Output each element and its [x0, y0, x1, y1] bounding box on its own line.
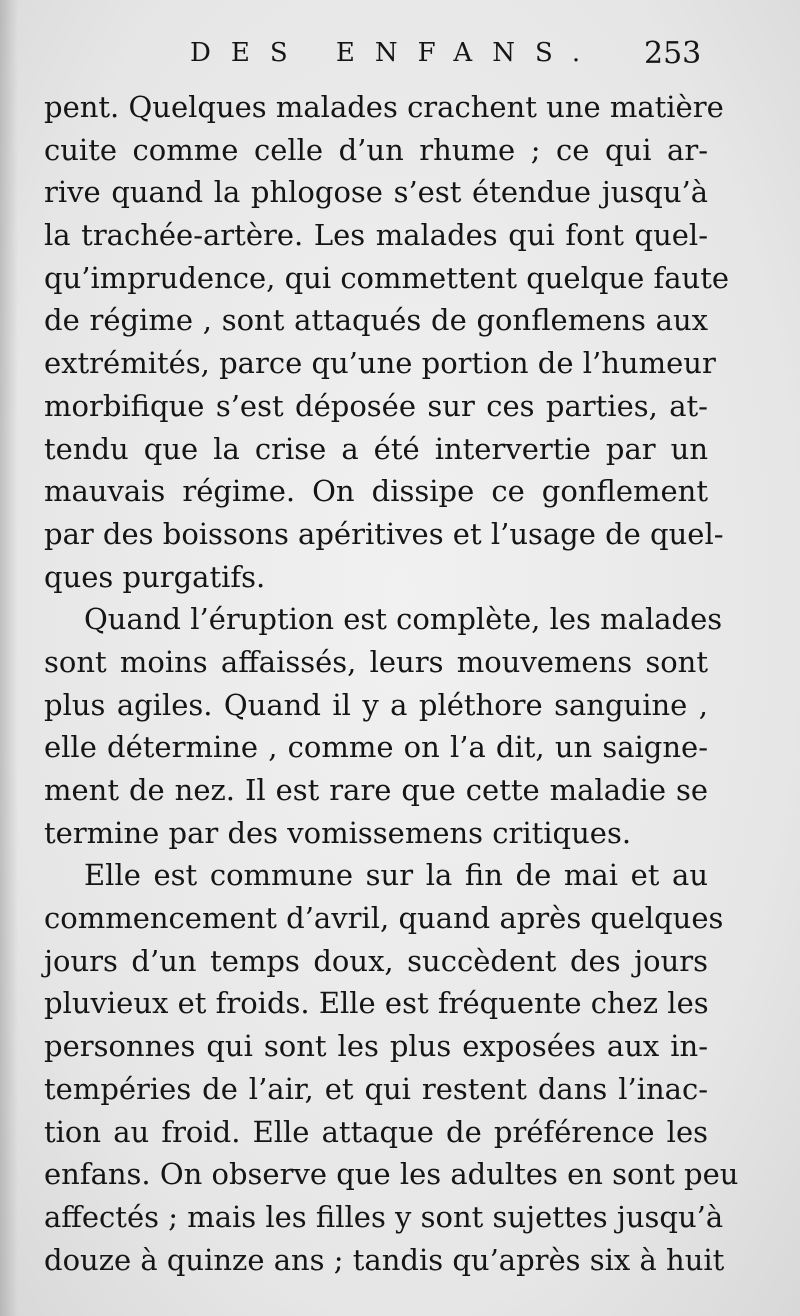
text-line: personnes qui sont les plus exposées aux in-: [44, 1029, 708, 1064]
paragraph-start-line: Elle est commune sur la fin de mai et au: [84, 858, 708, 893]
text-line: morbifique s’est déposée sur ces parties, at-: [44, 388, 708, 423]
paragraph-end-line: termine par des vomissemens critiques.: [44, 815, 632, 850]
running-head: [0, 30, 800, 80]
text-line: affectés ; mais les filles y sont sujettes jusqu’à: [44, 1199, 724, 1234]
text-line: extrémités, parce qu’une portion de l’humeur: [44, 346, 716, 381]
text-line: sont moins affaissés, leurs mouvemens sont: [44, 644, 708, 679]
text-line: de régime , sont attaqués de gonflemens aux: [44, 303, 708, 338]
text-line: pluvieux et froids. Elle est fréquente chez les: [44, 986, 709, 1021]
text-line: jours d’un temps doux, succèdent des jours: [44, 943, 708, 978]
text-line: enfans. On observe que les adultes en sont peu: [44, 1157, 739, 1192]
text-line: elle détermine , comme on l’a dit, un saigne-: [44, 730, 708, 765]
text-line: tendu que la crise a été intervertie par un: [44, 431, 708, 466]
text-line: plus agiles. Quand il y a pléthore sanguine ,: [44, 687, 708, 722]
text-line: commencement d’avril, quand après quelques: [44, 901, 724, 936]
text-line: douze à quinze ans ; tandis qu’après six à huit: [44, 1242, 725, 1277]
body-text: [44, 86, 739, 1281]
running-title: DES ENFANS.: [190, 38, 601, 68]
text-line: mauvais régime. On dissipe ce gonflement: [44, 474, 708, 509]
text-line: tempéries de l’air, et qui restent dans l’inac-: [44, 1071, 708, 1106]
text-line: par des boissons apéritives et l’usage de quel-: [44, 516, 724, 551]
text-line: cuite comme celle d’un rhume ; ce qui ar-: [44, 132, 708, 167]
page-number: 253: [644, 36, 702, 71]
text-line: pent. Quelques malades crachent une matière: [44, 90, 724, 124]
spine-shadow: [0, 0, 18, 1316]
paragraph-end-line: ques purgatifs.: [44, 559, 266, 594]
text-line: la trachée-artère. Les malades qui font quel-: [44, 218, 708, 253]
text-line: rive quand la phlogose s’est étendue jusqu’à: [44, 175, 708, 210]
paragraph-start-line: Quand l’éruption est complète, les malades: [84, 602, 723, 637]
text-line: ment de nez. Il est rare que cette maladie se: [44, 773, 708, 807]
text-line: tion au froid. Elle attaque de préférence les: [44, 1114, 708, 1149]
text-line: qu’imprudence, qui commettent quelque faute: [44, 260, 730, 295]
